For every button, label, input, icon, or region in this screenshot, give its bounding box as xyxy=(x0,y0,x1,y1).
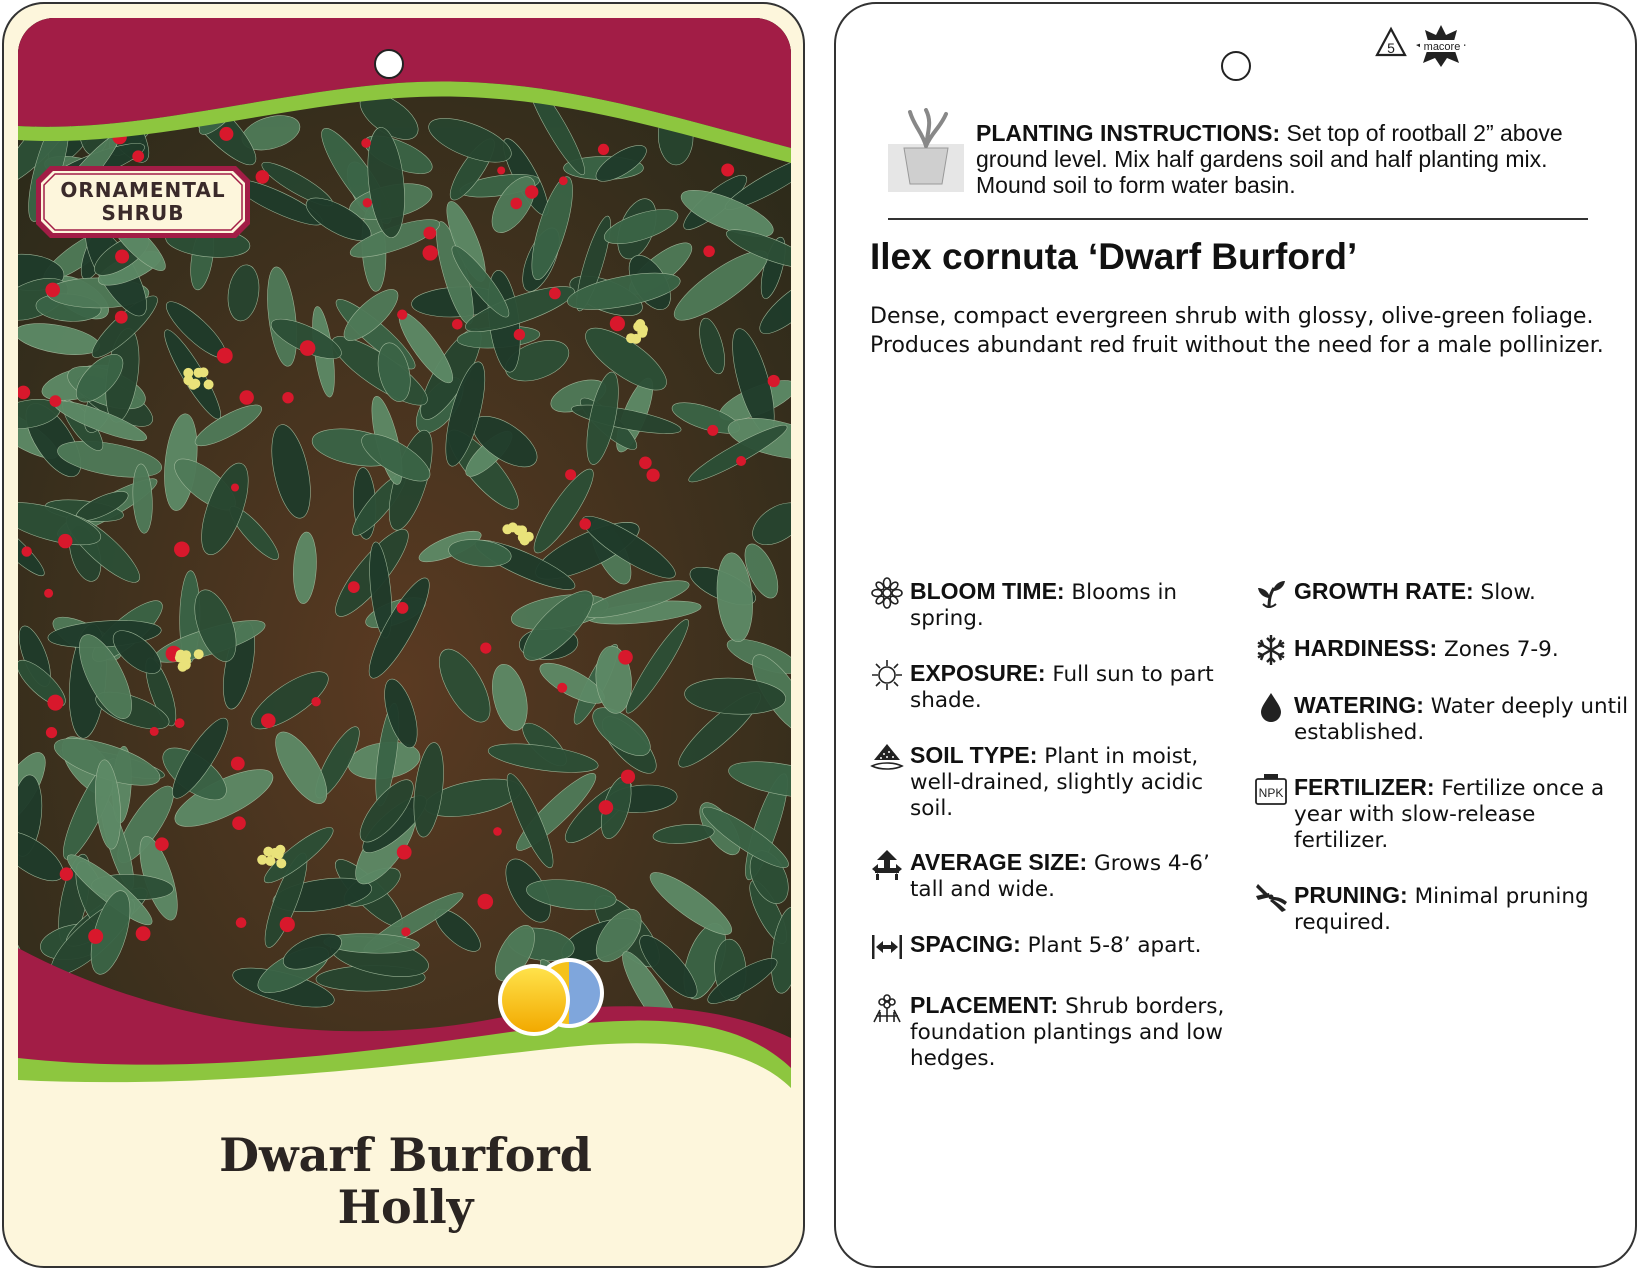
badge-line-2: SHRUB xyxy=(101,201,185,225)
badge-line-1: ORNAMENTAL xyxy=(60,178,226,202)
flower-cluster xyxy=(183,368,193,378)
flower-cluster xyxy=(190,379,200,389)
flower-cluster xyxy=(204,380,214,390)
berry xyxy=(480,643,491,654)
berry xyxy=(217,348,233,364)
berry xyxy=(363,198,372,207)
growth-icon xyxy=(1254,576,1288,610)
attribute-label: GROWTH RATE: xyxy=(1294,578,1474,604)
attribute-label: BLOOM TIME: xyxy=(910,578,1065,604)
attribute-growth-rate xyxy=(1294,578,1634,606)
attribute-label: AVERAGE SIZE: xyxy=(910,849,1088,875)
front-plant-tag xyxy=(2,2,805,1268)
attribute-text: Minimal pruning required. xyxy=(1294,884,1589,935)
berry xyxy=(423,245,438,260)
recycle-icon xyxy=(1377,29,1405,56)
attribute-soil-type xyxy=(910,742,1250,822)
berry xyxy=(88,929,103,944)
botanical-name: Ilex cornuta ‘Dwarf Burford’ xyxy=(870,236,1358,277)
svg-text:NPK: NPK xyxy=(1258,786,1284,800)
placement-icon xyxy=(870,990,904,1024)
berry xyxy=(478,894,494,910)
berry xyxy=(599,800,614,815)
attribute-hardiness xyxy=(1294,635,1634,663)
attribute-text: Plant in moist, well-drained, slightly acidic soil. xyxy=(910,744,1204,821)
berry xyxy=(132,150,144,162)
soil-icon xyxy=(870,740,904,774)
exposure-symbols xyxy=(484,946,624,1046)
berry xyxy=(549,288,561,300)
berry xyxy=(150,727,159,736)
berry xyxy=(736,456,746,466)
attribute-text: Full sun to part shade. xyxy=(910,662,1214,713)
attribute-text: Water deeply until established. xyxy=(1294,694,1629,745)
attribute-label: WATERING: xyxy=(1294,692,1424,718)
berry xyxy=(639,457,652,470)
flower-cluster xyxy=(518,532,528,542)
berry xyxy=(311,697,320,706)
hang-hole xyxy=(374,49,404,79)
planting-text: Set top of rootball 2” above ground level. Mix half gardens soil and half planting mix. Mound soil to form water basin. xyxy=(976,120,1563,198)
attribute-label: HARDINESS: xyxy=(1294,635,1438,661)
fertilizer-icon xyxy=(1254,772,1288,806)
attribute-text: Slow. xyxy=(1473,580,1536,605)
berry xyxy=(219,127,233,141)
section-divider xyxy=(888,218,1588,220)
berry xyxy=(232,816,246,830)
common-name xyxy=(4,1129,805,1233)
attribute-watering xyxy=(1294,692,1634,746)
berry xyxy=(452,319,463,330)
flower-icon xyxy=(870,576,904,610)
berry xyxy=(348,581,360,593)
attribute-fertilizer xyxy=(1258,774,1634,854)
berry xyxy=(47,695,63,711)
flower-cluster xyxy=(508,522,518,532)
berry xyxy=(525,185,538,198)
planting-label: PLANTING INSTRUCTIONS: xyxy=(976,120,1281,146)
snowflake-icon xyxy=(1254,633,1288,667)
berry xyxy=(261,713,276,728)
flower-cluster xyxy=(194,649,204,659)
pruning-shears-icon xyxy=(1254,880,1288,914)
flower-cluster xyxy=(194,368,204,378)
attribute-bloom-time xyxy=(910,578,1250,632)
berry xyxy=(155,837,169,851)
planting-pot-icon xyxy=(886,108,968,194)
berry xyxy=(44,589,53,598)
attribute-text: Fertilize once a year with slow-release fertilizer. xyxy=(1294,776,1605,853)
recycle-number: 5 xyxy=(1387,40,1395,56)
berry xyxy=(557,683,567,693)
common-name-line-1: Dwarf Burford xyxy=(219,1128,592,1182)
flower-cluster xyxy=(633,322,643,332)
berry xyxy=(579,518,591,530)
berry xyxy=(397,602,409,614)
common-name-line-2: Holly xyxy=(337,1180,474,1234)
back-plant-tag xyxy=(834,2,1637,1268)
recycling-marks xyxy=(1371,21,1481,69)
berry xyxy=(703,246,715,258)
berry xyxy=(115,250,129,264)
attribute-placement xyxy=(910,992,1250,1072)
attribute-spacing xyxy=(910,931,1250,959)
attribute-text: Grows 4-6’ tall and wide. xyxy=(910,851,1210,902)
attribute-label: SOIL TYPE: xyxy=(910,742,1038,768)
planting-instructions xyxy=(976,120,1586,198)
flower-cluster xyxy=(274,849,284,859)
berry xyxy=(45,283,60,298)
attribute-average-size xyxy=(910,849,1250,903)
attribute-label: PLACEMENT: xyxy=(910,992,1059,1018)
berry xyxy=(236,917,247,928)
berry xyxy=(300,340,316,356)
berry xyxy=(423,227,436,240)
attribute-text: Zones 7-9. xyxy=(1437,637,1559,662)
berry xyxy=(514,329,525,340)
flower-cluster xyxy=(265,856,275,866)
berry xyxy=(768,375,780,387)
berry xyxy=(721,164,734,177)
berry xyxy=(397,310,407,320)
berry xyxy=(46,727,57,738)
photo-panel xyxy=(18,18,791,1128)
berry xyxy=(598,144,609,155)
sun-icon xyxy=(870,658,904,692)
flower-cluster xyxy=(176,650,186,660)
berry xyxy=(50,395,62,407)
hang-hole xyxy=(1221,51,1251,81)
berry xyxy=(618,650,633,665)
attribute-label: EXPOSURE: xyxy=(910,660,1046,686)
flower-cluster xyxy=(276,858,286,868)
berry xyxy=(647,469,660,482)
macore-logo xyxy=(1416,25,1466,67)
berry xyxy=(231,484,239,492)
berry xyxy=(361,138,371,148)
full-sun-icon xyxy=(498,964,570,1036)
berry xyxy=(497,167,505,175)
berry xyxy=(58,534,72,548)
berry xyxy=(175,718,185,728)
berry xyxy=(174,542,190,558)
berry xyxy=(136,926,151,941)
berry xyxy=(707,425,718,436)
berry xyxy=(493,827,502,836)
attribute-text: Blooms in spring. xyxy=(910,580,1178,631)
berry xyxy=(397,845,412,860)
berry xyxy=(240,390,254,404)
berry xyxy=(115,311,128,324)
category-badge xyxy=(36,166,250,238)
berry xyxy=(280,917,295,932)
brand-name: macore xyxy=(1423,41,1461,53)
berry xyxy=(511,198,523,210)
berry xyxy=(565,469,576,480)
spacing-icon xyxy=(870,929,904,963)
berry xyxy=(401,927,410,936)
attribute-pruning xyxy=(1294,882,1634,936)
berry xyxy=(610,316,625,331)
berry xyxy=(231,757,245,771)
attribute-label: SPACING: xyxy=(910,931,1021,957)
attribute-text: Shrub borders, foundation plantings and low hedges. xyxy=(910,994,1225,1071)
berry xyxy=(22,546,32,556)
berry xyxy=(621,770,635,784)
plant-description: Dense, compact evergreen shrub with glossy, olive-green foliage. Produces abundant red fruit without the need for a male pollinizer. xyxy=(870,304,1604,358)
attribute-text: Plant 5-8’ apart. xyxy=(1020,933,1202,958)
attribute-exposure xyxy=(910,660,1250,714)
attribute-label: PRUNING: xyxy=(1294,882,1408,908)
berry xyxy=(256,170,270,184)
berry xyxy=(60,867,73,880)
water-drop-icon xyxy=(1254,690,1288,724)
berry xyxy=(282,392,293,403)
berry xyxy=(559,176,568,185)
attribute-label: FERTILIZER: xyxy=(1294,774,1435,800)
size-icon xyxy=(870,847,904,881)
